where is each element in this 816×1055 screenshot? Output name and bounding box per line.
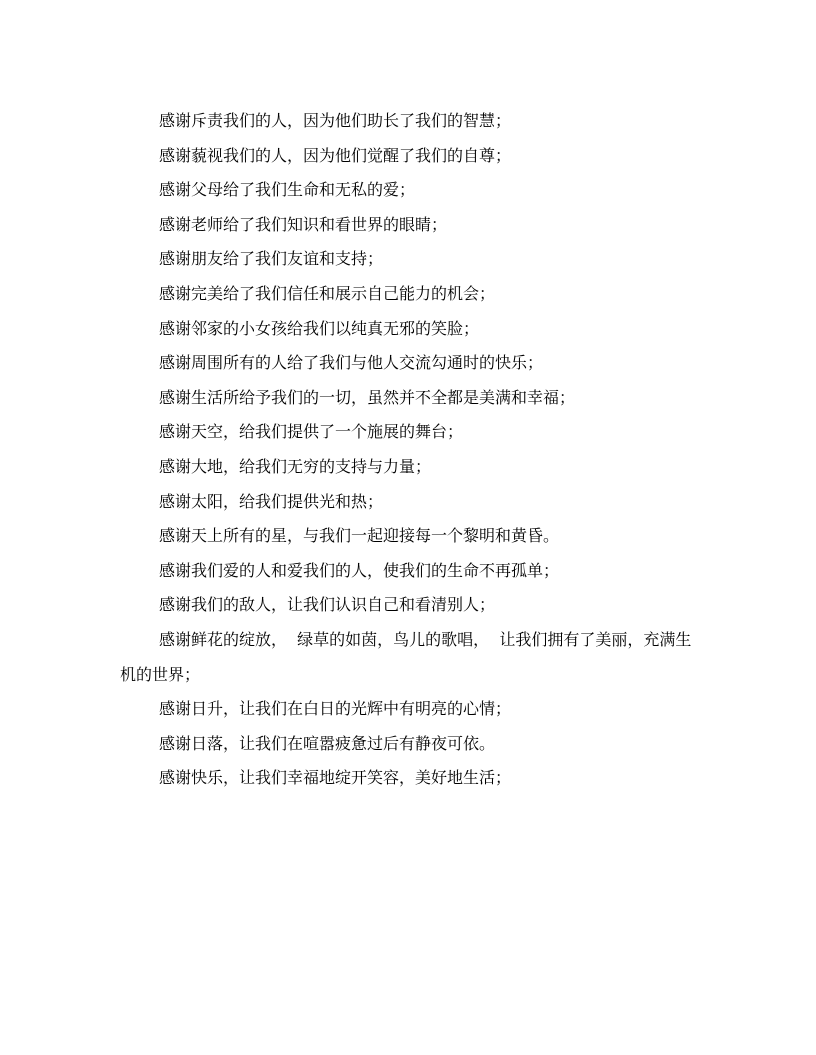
- paragraph: 感谢藐视我们的人，因为他们觉醒了我们的自尊；: [159, 145, 512, 165]
- paragraph: 感谢天空，给我们提供了一个施展的舞台；: [159, 422, 464, 442]
- paragraph: 感谢大地，给我们无穷的支持与力量；: [159, 456, 432, 476]
- paragraph: 感谢我们爱的人和爱我们的人，使我们的生命不再孤单；: [159, 560, 560, 580]
- paragraph: 感谢太阳，给我们提供光和热；: [159, 491, 384, 511]
- paragraph: 感谢邻家的小女孩给我们以纯真无邪的笑脸；: [159, 318, 480, 338]
- paragraph: 感谢快乐，让我们幸福地绽开笑容，美好地生活；: [159, 768, 512, 788]
- paragraph: 感谢生活所给予我们的一切，虽然并不全都是美满和幸福；: [159, 387, 576, 407]
- paragraph: 感谢老师给了我们知识和看世界的眼睛；: [159, 214, 448, 234]
- paragraph: 感谢朋友给了我们友谊和支持；: [159, 249, 384, 269]
- paragraph: 感谢完美给了我们信任和展示自己能力的机会；: [159, 283, 496, 303]
- paragraph: 感谢日升，让我们在白日的光辉中有明亮的心情；: [159, 699, 512, 719]
- paragraph: 感谢天上所有的星，与我们一起迎接每一个黎明和黄昏。: [159, 526, 560, 546]
- paragraph: 感谢斥责我们的人，因为他们助长了我们的智慧；: [159, 111, 512, 130]
- paragraph: 感谢周围所有的人给了我们与他人交流勾通时的快乐；: [159, 353, 544, 373]
- paragraph: 感谢我们的敌人，让我们认识自己和看清别人；: [159, 595, 496, 615]
- paragraph: 感谢父母给了我们生命和无私的爱；: [159, 180, 416, 200]
- paragraph: 感谢鲜花的绽放， 绿草的如茵，鸟儿的歌唱， 让我们拥有了美丽，充满生机的世界；: [120, 629, 692, 684]
- paragraph: 感谢日落，让我们在喧嚣疲惫过后有静夜可依。: [159, 733, 496, 753]
- document-body: [120, 104, 700, 796]
